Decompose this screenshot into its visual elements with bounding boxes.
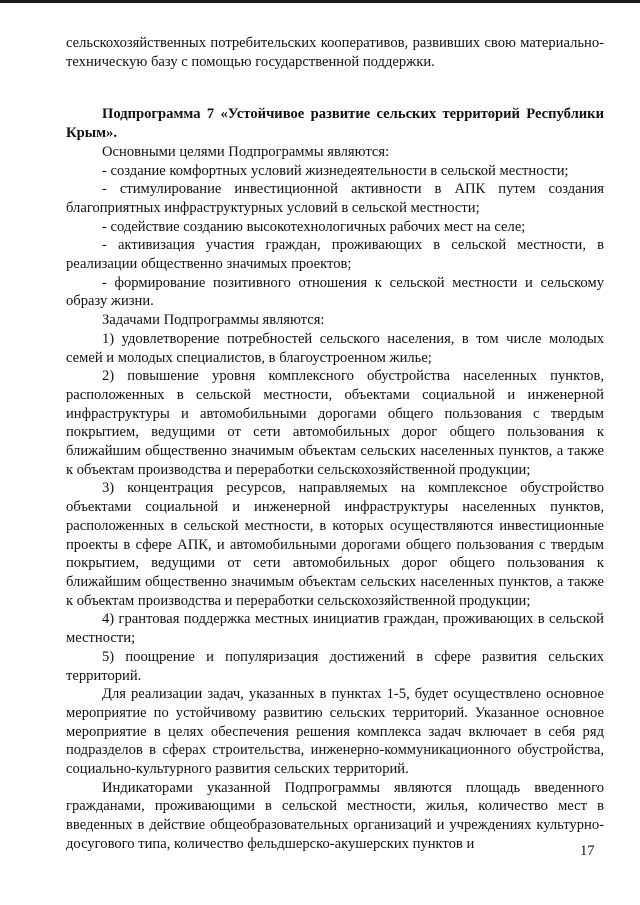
goals-intro: Основными целями Подпрограммы являются: [102,143,390,160]
page-text [66,34,604,854]
page-number: 17 [580,843,595,859]
task-item: 2) повышение уровня комплексного обустройства населенных пунктов, расположенных в сельской местности, объектами социальной и инженерной инфраструктуры и автомобильными дорогами общего пользования с твердым покрытием, ведущими от сети автомобильных дорог общего пользования к ближайшим общественно значимым объектам сельских населенных пунктов, а также к объектам производства и переработки сельскохозяйственной продукции; [66,368,604,478]
task-item: 4) грантовая поддержка местных инициатив граждан, проживающих в сельской местности; [66,611,604,647]
goal-item: - формирование позитивного отношения к сельской местности и сельскому образу жизни. [66,274,604,310]
intro-paragraph: сельскохозяйственных потребительских кооперативов, развивших свою материально-техническую базу с помощью государственной поддержки. [66,35,604,70]
task-item: 5) поощрение и популяризация достижений в сфере развития сельских территорий. [66,648,604,684]
goal-item: - содействие созданию высокотехнологичных рабочих мест на селе; [102,218,526,235]
task-item: 1) удовлетворение потребностей сельского населения, в том числе молодых семей и молодых специалистов, в благоустроенном жилье; [66,330,604,366]
indicators-paragraph: Индикаторами указанной Подпрограммы являются площадь введенного гражданами, проживающими в сельской местности, жилья, количество мест в введенных в действие общеобразовательных организаций и учреждениях культурно-досугового типа, количество фельдшерско-акушерских пунктов и [66,779,604,852]
task-item: 3) концентрация ресурсов, направляемых на комплексное обустройство объектами социальной и инженерной инфраструктуры населенных пунктов, расположенных в сельской местности, в которых осуществляются инвестиционные проекты в сфере АПК, и автомобильными дорогами общего пользования с твердым покрытием, ведущими от сети автомобильных дорог общего пользования к ближайшим общественно значимым объектам сельских населенных пунктов, а также к объектам производства и переработки сельскохозяйственной продукции; [66,480,604,609]
subprogram-heading: Подпрограмма 7 «Устойчивое развитие сельских территорий Республики Крым». [66,106,604,142]
goal-item: - создание комфортных условий жизнедеятельности в сельской местности; [102,162,569,179]
scan-edge-line [0,0,640,3]
goal-item: - стимулирование инвестиционной активности в АПК путем создания благоприятных инфраструктурных условий в сельской местности; [66,181,604,216]
goal-item: - активизация участия граждан, проживающих в сельской местности, в реализации общественно значимых проектов; [66,237,604,273]
implementation-paragraph: Для реализации задач, указанных в пунктах 1-5, будет осуществлено основное мероприятие по устойчивому развитию сельских территорий. Указанное основное мероприятие в целях обеспечения решения комплекса задач включает в себя ряд подразделов в сферах строительства, инженерно-коммуникационного обустройства, социально-культурного развития сельских территорий. [66,686,604,778]
tasks-intro: Задачами Подпрограммы являются: [102,312,325,329]
